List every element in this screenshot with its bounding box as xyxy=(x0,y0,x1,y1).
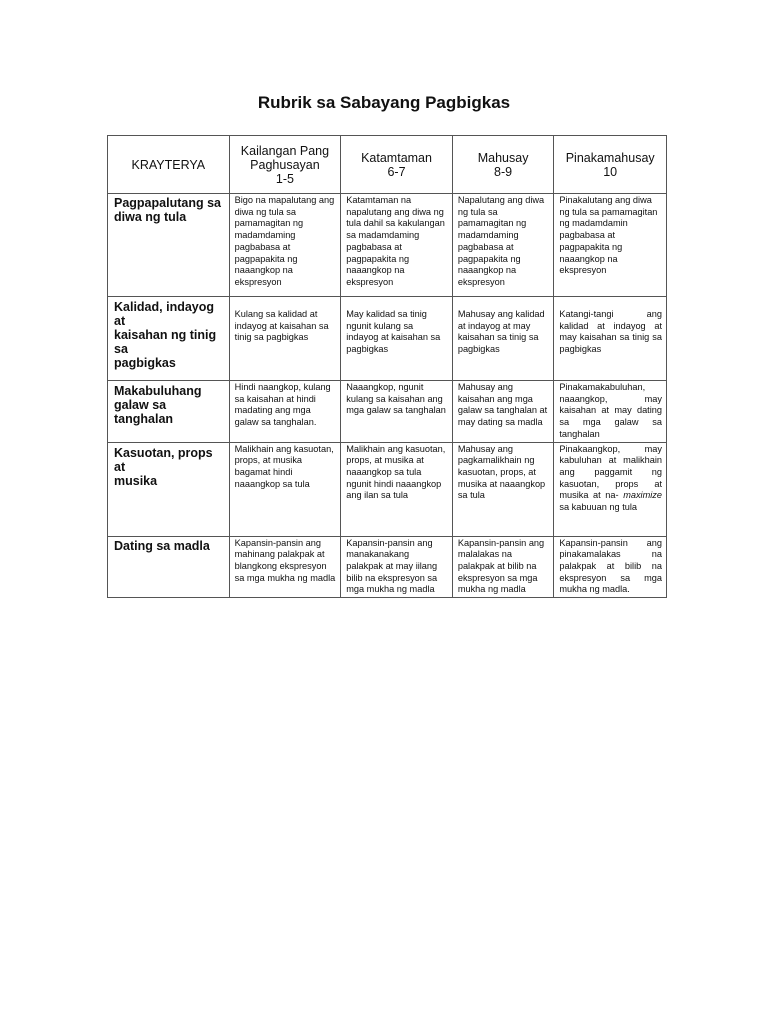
description-cell: Malikhain ang kasuotan, props, at musika bagamat hindi naaangkop sa tula xyxy=(229,442,341,536)
header-good xyxy=(452,136,554,194)
header-row xyxy=(108,136,667,194)
criterion-line: pagbigkas xyxy=(114,356,176,370)
description-cell: Kapansin-pansin ang mahinang palakpak at blangkong ekspresyon sa mga mukha ng madla xyxy=(229,536,341,598)
description-cell: Katamtaman na napalutang ang diwa ng tula dahil sa kakulangan sa madamdaming pagbabasa at pagpapakita ng naaangkop na ekspresyon xyxy=(341,194,453,297)
criterion-cell xyxy=(108,297,230,381)
header-line: Katamtaman xyxy=(361,150,432,165)
criterion-cell: Pagpapalutang sa diwa ng tula xyxy=(108,194,230,297)
criterion-line: Makabuluhang xyxy=(114,384,202,398)
criterion-line: at xyxy=(114,314,126,328)
description-cell: Pinakalutang ang diwa ng tula sa pamamagitan ng madamdamin pagbabasa at pagpapakita ng naaangkop na ekspresyon xyxy=(554,194,667,297)
description-cell: Napalutang ang diwa ng tula sa pamamagitan ng madamdaming pagbabasa at pagpapakita ng naaangkop na ekspresyon xyxy=(452,194,554,297)
criterion-line: Kasuotan, props xyxy=(114,445,213,460)
header-line: 6-7 xyxy=(387,164,406,179)
header-excellent xyxy=(554,136,667,194)
table-row xyxy=(108,194,667,297)
criterion-line: musika xyxy=(114,473,158,488)
criterion-line: kaisahan ng tinig xyxy=(114,328,217,342)
criterion-line: Kalidad, indayog xyxy=(114,300,215,314)
description-cell: Hindi naangkop, kulang sa kaisahan at hindi madating ang mga galaw sa tanghalan. xyxy=(229,381,341,443)
criterion-line: at xyxy=(114,459,126,474)
description-text: Pinakaangkop, may kabuluhan at malikhain ang paggamit ng kasuotan, props at musika at na- xyxy=(559,443,662,501)
description-cell: Naaangkop, ngunit kulang sa kaisahan ang mga galaw sa tanghalan xyxy=(341,381,453,443)
header-line: 10 xyxy=(603,164,618,179)
description-cell: Kapansin-pansin ang manakanakang palakpak at may iilang bilib na ekspresyon sa mga mukha ng madla xyxy=(341,536,453,598)
criterion-line: sa xyxy=(114,342,128,356)
emphasized-word: maximize xyxy=(623,490,662,501)
description-text: sa kabuuan ng tula xyxy=(559,502,638,513)
header-line: 8-9 xyxy=(494,164,513,179)
description-cell: Mahusay ang pagkamalikhain ng kasuotan, props, at musika at naaangkop sa tula xyxy=(452,442,554,536)
description-cell: Pinakamakabuluhan, naaangkop, may kaisahan at may dating sa mga galaw sa tanghalan xyxy=(554,381,667,443)
description-cell: May kalidad sa tinig ngunit kulang sa indayog at kaisahan sa pagbigkas xyxy=(341,297,453,381)
table-row xyxy=(108,381,667,443)
criterion-cell xyxy=(108,381,230,443)
header-average xyxy=(341,136,453,194)
header-line: Paghusayan xyxy=(250,157,320,172)
criterion-cell xyxy=(108,442,230,536)
description-cell: Katangi-tangi ang kalidad at indayog at may kaisahan sa tinig sa pagbigkas xyxy=(554,297,667,381)
description-cell: Kapansin-pansin ang malalakas na palakpak at bilib na ekspresyon sa mga mukha ng madla xyxy=(452,536,554,598)
header-line: 1-5 xyxy=(275,171,294,186)
description-cell: Mahusay ang kalidad at indayog at may kaisahan sa tinig sa pagbigkas xyxy=(452,297,554,381)
description-cell: Bigo na mapalutang ang diwa ng tula sa pamamagitan ng madamdaming pagbabasa at pagpapakita ng naaangkop na ekspresyon xyxy=(229,194,341,297)
header-line: Kailangan Pang xyxy=(240,143,330,158)
table-row xyxy=(108,536,667,598)
criterion-line: tanghalan xyxy=(114,412,174,426)
criterion-line: galaw sa xyxy=(114,398,167,412)
table-row xyxy=(108,442,667,536)
header-needs-improvement xyxy=(229,136,341,194)
description-cell: Malikhain ang kasuotan, props, at musika at naaangkop sa tula ngunit hindi naaangkop ang ilan sa tula xyxy=(341,442,453,536)
header-line: KRAYTERYA xyxy=(131,157,206,172)
document-title: Rubrik sa Sabayang Pagbigkas xyxy=(257,93,511,112)
header-line: Pinakamahusay xyxy=(565,150,655,165)
description-cell: Kapansin-pansin ang pinakamalakas na palakpak at bilib na ekspresyon sa mga mukha ng madla. xyxy=(554,536,667,598)
header-criteria xyxy=(108,136,230,194)
description-cell xyxy=(554,442,667,536)
description-cell: Kulang sa kalidad at indayog at kaisahan sa tinig sa pagbigkas xyxy=(229,297,341,381)
criterion-cell: Dating sa madla xyxy=(108,536,230,598)
table-row xyxy=(108,297,667,381)
rubric-table xyxy=(107,135,667,598)
description-cell: Mahusay ang kaisahan ang mga galaw sa tanghalan at may dating sa madla xyxy=(452,381,554,443)
header-line: Mahusay xyxy=(477,150,529,165)
